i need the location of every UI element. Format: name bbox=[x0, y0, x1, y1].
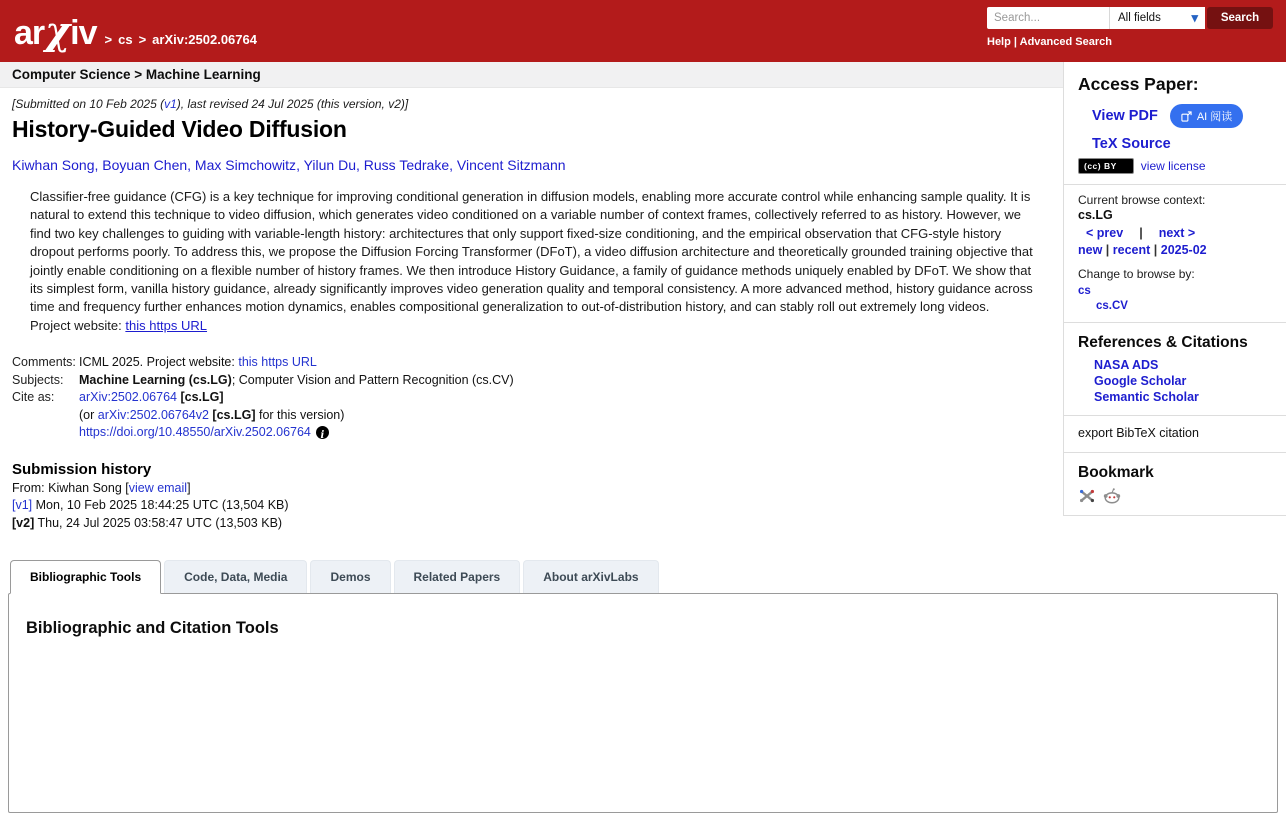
breadcrumb bbox=[105, 32, 257, 47]
subjects-label: Subjects: bbox=[12, 372, 64, 387]
arxiv-id-link[interactable]: arXiv:2502.06764 bbox=[79, 390, 177, 405]
version-2-line: [v2] Thu, 24 Jul 2025 03:58:47 UTC (13,503 KB) bbox=[12, 515, 283, 530]
view-pdf-link[interactable]: View PDF bbox=[1092, 108, 1158, 124]
tex-source-link[interactable]: TeX Source bbox=[1092, 136, 1171, 152]
bookmark-heading: Bookmark bbox=[1078, 464, 1154, 481]
browse-nav-link[interactable]: new bbox=[1078, 243, 1103, 257]
labs-tab[interactable]: Code, Data, Media bbox=[164, 560, 307, 593]
change-browse-label: Change to browse by: bbox=[1078, 267, 1195, 281]
view-license-link[interactable]: view license bbox=[1140, 159, 1206, 173]
v1-version-link[interactable]: [v1] bbox=[12, 498, 33, 513]
author-link[interactable]: Vincent Sitzmann bbox=[456, 157, 566, 173]
version-1-line: [v1] Mon, 10 Feb 2025 18:44:25 UTC (13,504 KB) bbox=[12, 498, 289, 513]
comments-label: Comments: bbox=[12, 355, 76, 370]
author-link[interactable]: Max Simchowitz bbox=[194, 157, 297, 173]
logo-chi-glyph: χ bbox=[45, 8, 70, 53]
export-bibtex-section bbox=[1064, 415, 1286, 452]
browse-nav-links: new | recent | 2025-02 bbox=[1078, 243, 1207, 257]
reference-links bbox=[1078, 357, 1272, 405]
reference-link[interactable]: Google Scholar bbox=[1094, 374, 1187, 388]
submission-history-heading: Submission history bbox=[12, 460, 152, 478]
breadcrumb-cs-link[interactable]: cs bbox=[118, 32, 133, 47]
primary-subject: Machine Learning (cs.LG) bbox=[79, 372, 232, 387]
arxiv-id-v2-link[interactable]: arXiv:2502.06764v2 bbox=[97, 407, 209, 422]
v1-link[interactable]: v1 bbox=[164, 97, 177, 111]
browse-cs-link[interactable]: cs bbox=[1078, 285, 1091, 297]
labs-tab[interactable]: About arXivLabs bbox=[523, 560, 658, 593]
view-email-link[interactable]: view email bbox=[128, 480, 188, 495]
abstract bbox=[30, 188, 1033, 335]
search-button[interactable]: Search bbox=[1207, 7, 1273, 29]
v2-version-tag: [v2] bbox=[12, 515, 35, 530]
doi-link[interactable]: https://doi.org/10.48550/arXiv.2502.06764 bbox=[79, 425, 311, 440]
labs-tab-bar bbox=[8, 560, 1278, 593]
breadcrumb-paper-id[interactable]: arXiv:2502.06764 bbox=[152, 32, 257, 47]
export-bibtex-link[interactable]: export BibTeX citation bbox=[1078, 426, 1199, 440]
author-link[interactable]: Yilun Du bbox=[303, 157, 356, 173]
subject-breadcrumb-bar bbox=[0, 62, 1063, 88]
ai-read-button[interactable]: AI 阅读 bbox=[1170, 104, 1243, 128]
prev-link[interactable]: < prev bbox=[1086, 226, 1124, 240]
author-link[interactable]: Kiwhan Song bbox=[12, 157, 95, 173]
field-selector-dropdown[interactable] bbox=[1109, 7, 1205, 29]
comments-row: Comments: ICML 2025. Project website: this https URL bbox=[12, 354, 1063, 372]
access-paper-heading: Access Paper: bbox=[1078, 74, 1199, 94]
breadcrumb-separator: > bbox=[138, 32, 147, 47]
search-input[interactable] bbox=[987, 7, 1109, 29]
abstract-text: Classifier-free guidance (CFG) is a key technique for improving conditional generation in diffusion models, enabling more accurate control while enhancing sample quality. It is natural to extend this technique to video diffusion, which generates video conditioned on a variable number of context frames, collectively referred to as history. However, we find two key challenges to guiding with variable-length history: architectures that only support fixed-size conditioning, and the empirical observation that CFG-style history dropout performs poorly. To address this, we propose the Diffusion Forcing Transformer (DFoT), a video diffusion architecture and theoretically grounded training objective that jointly enable conditioning on a flexible number of history frames. We then introduce History Guidance, a family of guidance methods uniquely enabled by DFoT. We show that its simplest form, vanilla history guidance, already significantly improves video generation quality and temporal consistency. A more advanced method, history guidance across time and frequency further enhances motion dynamics, enables compositional generalization to out-of-distribution history, and can stably roll out extremely long videos. Project website: bbox=[30, 189, 1033, 333]
browse-context-label: Current browse context: bbox=[1078, 193, 1206, 207]
submission-dateline: [Submitted on 10 Feb 2025 (v1), last revised 24 Jul 2025 (this version, v2)] bbox=[12, 97, 409, 111]
author-list: Kiwhan Song, Boyuan Chen, Max Simchowitz, Yilun Du, Russ Tedrake, Vincent Sitzmann bbox=[12, 157, 566, 173]
metadata-table bbox=[12, 354, 1063, 442]
references-heading: References & Citations bbox=[1078, 334, 1248, 351]
top-header-bar bbox=[0, 0, 1286, 62]
arxivlabs-section bbox=[8, 560, 1278, 813]
browse-context-section bbox=[1064, 184, 1286, 322]
arxiv-logo[interactable] bbox=[14, 8, 97, 56]
labs-tab[interactable]: Demos bbox=[310, 560, 390, 593]
cc-by-license-badge: (cc) BY bbox=[1078, 158, 1134, 174]
references-citations-section bbox=[1064, 322, 1286, 415]
logo-text: ar bbox=[14, 14, 45, 52]
info-icon[interactable] bbox=[316, 426, 329, 439]
labs-tab[interactable]: Bibliographic Tools bbox=[10, 560, 161, 594]
field-selector-value: All fields bbox=[1118, 12, 1161, 24]
ai-read-icon bbox=[1181, 111, 1192, 122]
access-paper-section bbox=[1064, 62, 1286, 184]
reference-link[interactable]: NASA ADS bbox=[1094, 358, 1159, 372]
reference-link[interactable]: Semantic Scholar bbox=[1094, 390, 1199, 404]
submission-from-line: From: Kiwhan Song [view email] bbox=[12, 480, 191, 495]
header-link[interactable]: Advanced Search bbox=[1019, 36, 1112, 48]
author-link[interactable]: Russ Tedrake bbox=[363, 157, 450, 173]
subjects-row bbox=[12, 372, 1063, 390]
author-link[interactable]: Boyuan Chen bbox=[102, 157, 188, 173]
cite-as-row: Cite as: arXiv:2502.06764 [cs.LG] (or arXiv:2502.06764v2 [cs.LG] for this version) https://doi.org/10.48550/arXiv.2502.06764i bbox=[12, 389, 1063, 442]
paper-title: History-Guided Video Diffusion bbox=[12, 116, 347, 142]
bibsonomy-icon[interactable] bbox=[1078, 487, 1096, 505]
browse-context-value: cs.LG bbox=[1078, 208, 1113, 222]
help-links: Help | Advanced Search bbox=[987, 36, 1112, 48]
prev-next-separator: | bbox=[1139, 226, 1143, 240]
subject-breadcrumb: Computer Science > Machine Learning bbox=[12, 67, 261, 82]
breadcrumb-separator: > bbox=[104, 32, 113, 47]
labs-panel-heading: Bibliographic and Citation Tools bbox=[26, 619, 279, 638]
browse-nav-link[interactable]: 2025-02 bbox=[1160, 243, 1207, 257]
comments-website-link[interactable]: this https URL bbox=[238, 355, 317, 370]
secondary-subjects: ; Computer Vision and Pattern Recognition (cs.CV) bbox=[231, 372, 514, 387]
next-link[interactable]: next > bbox=[1158, 226, 1196, 240]
browse-cscv-link[interactable]: cs.CV bbox=[1096, 300, 1128, 312]
sidebar bbox=[1063, 62, 1286, 516]
labs-tab[interactable]: Related Papers bbox=[394, 560, 521, 593]
cite-as-label: Cite as: bbox=[12, 390, 55, 405]
header-link[interactable]: Help bbox=[987, 36, 1011, 48]
project-website-link[interactable]: this https URL bbox=[125, 317, 208, 333]
reddit-icon[interactable] bbox=[1103, 487, 1121, 505]
browse-nav-link[interactable]: recent bbox=[1112, 243, 1151, 257]
labs-panel bbox=[8, 593, 1278, 813]
search-area bbox=[987, 7, 1273, 48]
bookmark-section bbox=[1064, 452, 1286, 515]
logo-text: iv bbox=[70, 14, 97, 52]
